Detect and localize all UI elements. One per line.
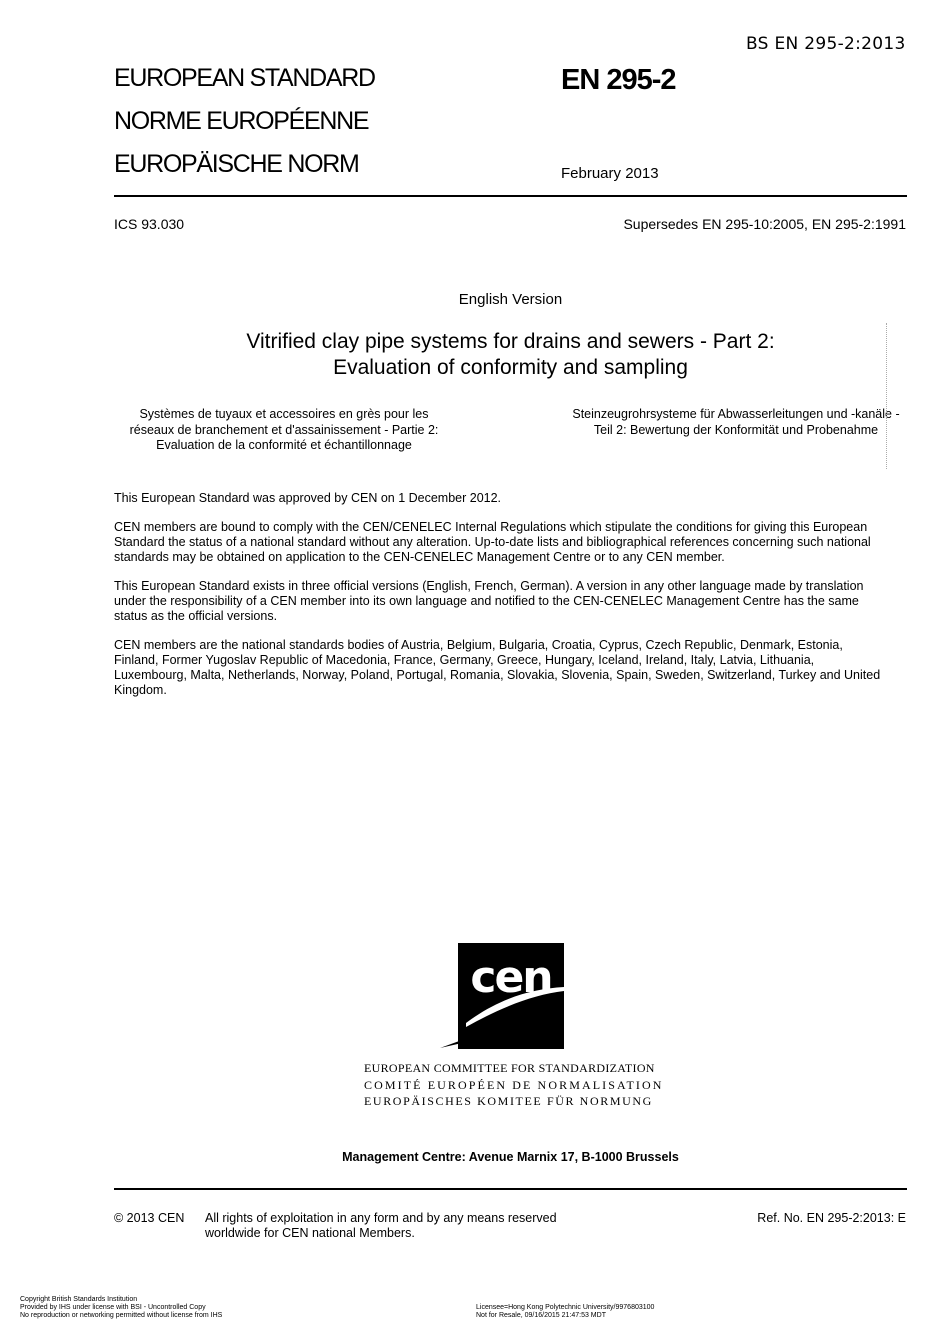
paragraph-line: CEN members are bound to comply with the CEN/CENELEC Internal Regulations which stipulate the conditions for giving this European bbox=[114, 520, 868, 534]
paragraph-line: Standard the status of a national standard without any alteration. Up-to-date lists and bibliographical references concerning such national bbox=[114, 535, 871, 549]
german-title bbox=[560, 407, 912, 438]
ics-code: ICS 93.030 bbox=[114, 216, 185, 232]
org-name-english: EUROPEAN COMMITTEE FOR STANDARDIZATION bbox=[364, 1061, 655, 1075]
main-title-line: Vitrified clay pipe systems for drains and sewers - Part 2: bbox=[246, 330, 775, 353]
header-divider bbox=[114, 195, 907, 197]
german-title-line: Steinzeugrohrsysteme für Abwasserleitungen und -kanäle - bbox=[572, 407, 900, 421]
french-title-line: Systèmes de tuyaux et accessoires en grès pour les bbox=[139, 407, 429, 421]
license-line: Licensee=Hong Kong Polytechnic University/9976803100 bbox=[476, 1304, 655, 1311]
org-name-german: EUROPÄISCHES KOMITEE FÜR NORMUNG bbox=[364, 1094, 653, 1108]
paragraph-line: CEN members are the national standards bodies of Austria, Belgium, Bulgaria, Croatia, Cyprus, Czech Republic, Denmark, Estonia, bbox=[114, 638, 843, 652]
cen-logo-swoosh-tail bbox=[440, 1040, 462, 1048]
paragraph-line: Luxembourg, Malta, Netherlands, Norway, Poland, Portugal, Romania, Slovakia, Slovenia, Spain, Sweden, Switzerland, Turkey and United bbox=[114, 668, 881, 682]
license-right bbox=[476, 1304, 654, 1320]
copyright: © 2013 CEN bbox=[114, 1211, 185, 1225]
reference-number: Ref. No. EN 295-2:2013: E bbox=[757, 1211, 906, 1225]
versions-paragraph bbox=[114, 579, 909, 624]
rights-line: All rights of exploitation in any form and by any means reserved bbox=[205, 1211, 557, 1225]
standard-name-english: EUROPEAN STANDARD bbox=[114, 64, 375, 92]
standard-name-german: EUROPÄISCHE NORM bbox=[114, 150, 359, 178]
supersedes-note: Supersedes EN 295-10:2005, EN 295-2:1991 bbox=[623, 216, 906, 232]
rights-notice bbox=[205, 1211, 605, 1241]
french-title-line: Evaluation de la conformité et échantillonnage bbox=[156, 438, 412, 452]
compliance-paragraph bbox=[114, 520, 909, 565]
publication-date: February 2013 bbox=[561, 165, 659, 182]
license-line: Provided by IHS under license with BSI - Uncontrolled Copy bbox=[20, 1304, 206, 1311]
dotted-margin-line bbox=[886, 323, 887, 469]
cen-logo bbox=[458, 943, 564, 1049]
version-label: English Version bbox=[458, 291, 563, 308]
footer-divider bbox=[114, 1188, 907, 1190]
paragraph-line: Finland, Former Yugoslav Republic of Macedonia, France, Germany, Greece, Hungary, Iceland, Ireland, Italy, Latvia, Lithuania, bbox=[114, 653, 815, 667]
paragraph-line: under the responsibility of a CEN member into its own language and notified to the CEN-CENELEC Management Centre has the same bbox=[114, 594, 859, 608]
paragraph-line: Kingdom. bbox=[114, 683, 167, 697]
approval-paragraph: This European Standard was approved by CEN on 1 December 2012. bbox=[114, 491, 502, 505]
paragraph-line: This European Standard exists in three official versions (English, French, German). A version in any other language made by translation bbox=[114, 579, 864, 593]
main-title-line: Evaluation of conformity and sampling bbox=[333, 356, 688, 379]
standard-name-french: NORME EUROPÉENNE bbox=[114, 107, 369, 135]
main-title bbox=[114, 329, 907, 381]
license-line: Not for Resale, 09/16/2015 21:47:53 MDT bbox=[476, 1312, 606, 1319]
french-title-line: réseaux de branchement et d'assainissement - Partie 2: bbox=[129, 422, 439, 437]
rights-line: worldwide for CEN national Members. bbox=[205, 1226, 415, 1240]
en-number: EN 295-2 bbox=[561, 64, 676, 96]
license-left bbox=[20, 1296, 222, 1320]
german-title-line: Teil 2: Bewertung der Konformität und Probenahme bbox=[593, 422, 879, 437]
paragraph-line: standards may be obtained on application to the CEN-CENELEC Management Centre or to any CEN member. bbox=[114, 550, 725, 564]
org-name-french: COMITÉ EUROPÉEN DE NORMALISATION bbox=[364, 1078, 664, 1092]
members-paragraph bbox=[114, 638, 909, 698]
cen-logo-text: cen bbox=[470, 952, 552, 1003]
management-centre: Management Centre: Avenue Marnix 17, B-1000 Brussels bbox=[342, 1150, 679, 1164]
french-title bbox=[114, 407, 454, 454]
license-line: No reproduction or networking permitted without license from IHS bbox=[20, 1312, 223, 1319]
paragraph-line: status as the official versions. bbox=[114, 609, 278, 623]
bs-document-id: BS EN 295-2:2013 bbox=[746, 34, 906, 54]
license-line: Copyright British Standards Institution bbox=[20, 1296, 138, 1303]
